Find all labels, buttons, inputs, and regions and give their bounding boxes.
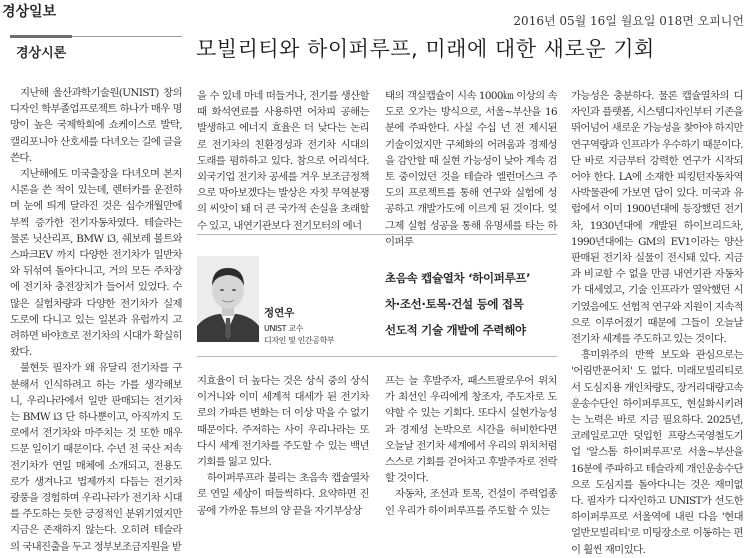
paragraph: 가능성은 충분하다. 물론 캡슐열차의 디자인과 플랫폼, 시스템디자인부터 기존을 뛰어넘어 새로운 가능성을 찾아야 하지만 연구역량과 인프라가 우수하기 때문이다. 단 바로 지금부터 강력한 연구가 시작되어야 한다. LA에 소재한 피킹턴자동차역사박물관에 가보면 답이 있다. 미국과 유럽에서 이미 1900년대에 등장했던 전기차, 1930년대에 개발된 하이브리드차, 1990년대에는 GM의 EV1이라는 양산판매된 전기차 실물이 전시돼 있다. 지금과 비교할 수 없을 만큼 내연기관 자동차가 대세였고, 기술 인프라가 열악했던 시기였음에도 선험적 연구와 지원이 지속적으로 이루어졌기 때문에 그들이 오늘날 전기차 세계를 주도하고 있는 것이다. [571, 90, 743, 346]
author-title: UNIST 교수 [264, 324, 303, 333]
paragraph: 지난해에도 미국출장을 다녀오며 본지 시론을 쓴 적이 있는데, 렌터카를 운전하며 눈에 띄게 달라진 것은 십수개월만에 부쩍 증가한 전기자동차였다. 테슬라는 물론 닛산리프, BMW i3, 쉐보레 볼트와 스파크EV 까지 다양한 전기차가 일반차와 뒤섞여 돌아다니고, 거의 모든 주차장에 전기차 충전장치가 들어서 있었다. 수많은 실험차량과 다양한 전기차가 실제 도로에 다니고 있는 일본과 유럽까지 고려하면 바야흐로 전기차의 시대가 확실히 왔다. [10, 168, 182, 359]
paragraph: 태의 객실캡슐이 시속 1000㎞ 이상의 속도로 오가는 방식으로, 서울~부산을 16분에 주파한다. 사실 수십 년 전 제시된 기술이었지만 구체화의 어려움과 경제성을 감안할 때 실현 가능성이 낮아 계속 검토 중이었던 것을 테슬라 엘런머스크 주도의 프로젝트를 통해 연구와 실험에 성공하고 개발가도에 이르게 된 것이다. 엊그제 실험 성공을 통해 유명세를 타는 하이퍼루 [385, 90, 557, 248]
divider-top [197, 234, 557, 235]
paragraph: 지난해 울산과학기술원(UNIST) 창의 디자인 학부졸업프로젝트 하나가 매우 명망이 높은 국제학회에 쇼케이스로 발탁, 캘리포니아 산호세를 다녀오는 길에 글을 쓴다. [10, 87, 182, 164]
pull-quote-line: 초음속 캡슐열차 ‘하이퍼루프’ [385, 271, 531, 285]
paragraph: 흥미위주의 반짝 보도와 관심으로는 '어림반푼어치' 도 없다. 미래모빌리티로서 도심지용 개인차량도, 장거리대량고속운송수단인 하이퍼루프도, 현실화시키려는 노력은 바로 지금 필요하다. 2025년, 코레일로고만 덧입힌 프랑스국영철도기업 '알스톰 하이퍼루프'로 서울~부산을 16분에 주파하고 테슬라제 개인운송수단으로 도심지를 돌아다니는 것은 재미없다. 필자가 디자인하고 UNIST가 선도한 하이퍼루프로 서울역에 내린 다음 '현대 얼반모빌리티'로 미팅장소로 이동하는 편이 훨씬 재미있다. [571, 349, 743, 556]
article-column-4 [571, 88, 743, 558]
article-column-2-top [197, 88, 369, 234]
article-column-3-top [385, 88, 557, 250]
section-rule-accent [10, 35, 72, 38]
headline: 모빌리티와 하이퍼루프, 미래에 대한 새로운 기회 [196, 37, 655, 61]
dateline: 2016년 05월 16일 월요일 018면 오피니언 [513, 14, 744, 28]
article-column-1 [10, 85, 182, 555]
paragraph: 지효율이 더 높다는 것은 상식 중의 상식이거니와 이미 세계적 대세가 된 전기차로의 가파른 변화는 더 이상 막을 수 없기 때문이다. 주저하는 사이 우리나라는 또다시 세계 전기차를 주도할 수 있는 백년 기회를 잃고 있다. [197, 375, 369, 469]
author-photo [197, 256, 259, 342]
pull-quote-line: 차·조선·토목·건설 등에 접목 [385, 297, 524, 311]
article-column-3-bottom [385, 373, 557, 519]
paragraph: 불현듯 필자가 왜 유달리 전기차를 구분해서 인식하려고 하는 가를 생각해보니, 우리나라에서 일반 판매되는 전기차는 BMW i3 단 하나뿐이고, 아직까지 도로에서 전기차와 마주치는 것 또한 매우 드문 일이기 때문이다. 수년 전 국산 저속 전기차가 연일 매체에 소개되고, 전용도로가 생겨나고 법제까지 다듬는 전기차 광풍을 경험하며 우리나라가 전기차 시대를 주도하는 듯한 긍정적인 분위기였지만 지금은 존재하지 않는다. 오히려 테슬라의 국내진출을 두고 정부보조금지원을 받 [10, 362, 182, 553]
divider-bottom [197, 356, 557, 357]
paragraph: 하이퍼루프라 불리는 초음속 캡슐열차로 연일 세상이 떠들썩하다. 요약하면 진공에 가까운 튜브의 양 끝을 자기부상상 [197, 472, 369, 517]
article-column-2-bottom [197, 373, 369, 519]
pull-quote [385, 265, 565, 343]
author-portrait-icon [197, 256, 259, 342]
author-name: 정연우 [264, 307, 295, 319]
author-department: 디자인 및 인간공학부 [264, 336, 335, 345]
author-byline [264, 305, 334, 347]
section-label: 경상시론 [16, 46, 67, 61]
paragraph: 프는 늘 후발주자, 패스트팔로우어 위치가 최선인 우리에게 창조자, 주도자로 도약할 수 있는 기회다. 또다시 실현가능성과 경제성 논박으로 시간을 허비한다면 오늘날 전기차 세계에서 우리의 위치처럼 스스로 기회를 걷어차고 후발주자로 전락할 것이다. [385, 375, 557, 485]
pull-quote-line: 선도적 기술 개발에 주력해야 [385, 323, 526, 337]
masthead: 경상일보 [2, 4, 57, 20]
paragraph: 자동차, 조선과 토목, 건설이 주력업종인 우리가 하이퍼루프를 주도할 수 있는 [385, 488, 557, 517]
paragraph: 을 수 있네 마네 떠들거나, 전기를 생산할 때 화석연료를 사용하면 어차피 공해는 발생하고 에너지 효율은 더 낮다는 논리로 전기차의 친환경성과 전기차 시대의 도래를 폄하하고 있다. 참으로 어리석다. 외국기업 전기차 공세를 겨우 보조금정책으로 막아보겠다는 발상은 자칫 무역분쟁의 씨앗이 돼 더 큰 국가적 손실을 초래할 수 있고, 내연기관보다 전기모터의 에너 [197, 90, 369, 232]
